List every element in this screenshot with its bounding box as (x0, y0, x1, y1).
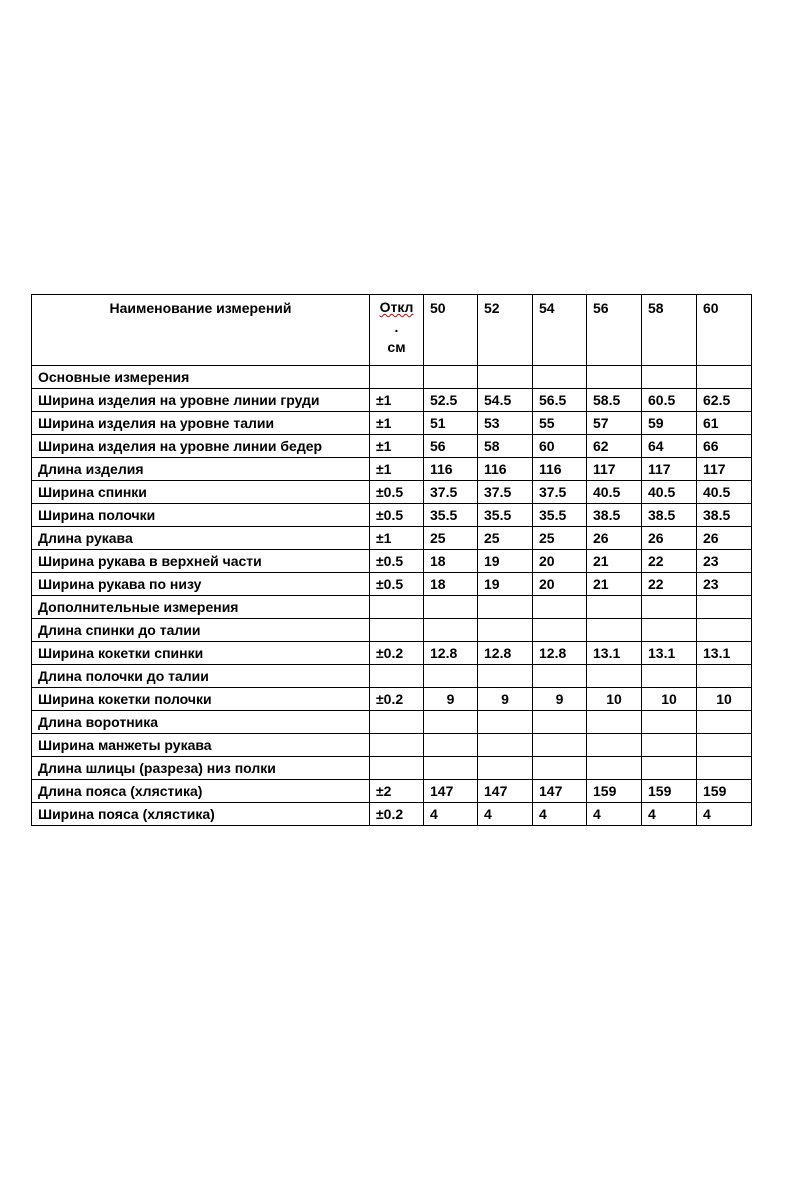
value-cell: 26 (642, 527, 697, 550)
measurement-name: Ширина кокетки спинки (32, 642, 370, 665)
value-cell: 117 (642, 458, 697, 481)
value-cell: 4 (478, 803, 533, 826)
header-size-58: 58 (642, 295, 697, 366)
measurement-name: Длина рукава (32, 527, 370, 550)
value-cell (533, 734, 587, 757)
table-row (32, 573, 752, 596)
value-cell: 37.5 (478, 481, 533, 504)
value-cell: 159 (697, 780, 752, 803)
value-cell: 4 (642, 803, 697, 826)
tolerance-cell (370, 734, 424, 757)
value-cell (533, 619, 587, 642)
table-row (32, 389, 752, 412)
value-cell: 26 (587, 527, 642, 550)
table-row (32, 803, 752, 826)
table-row (32, 435, 752, 458)
table-row (32, 734, 752, 757)
tolerance-cell: ±0.2 (370, 803, 424, 826)
tolerance-cell (370, 366, 424, 389)
value-cell: 26 (697, 527, 752, 550)
header-size-60: 60 (697, 295, 752, 366)
value-cell: 40.5 (587, 481, 642, 504)
value-cell: 60.5 (642, 389, 697, 412)
header-size-56: 56 (587, 295, 642, 366)
value-cell: 37.5 (424, 481, 478, 504)
value-cell (697, 366, 752, 389)
measurement-name: Длина воротника (32, 711, 370, 734)
header-size-52: 52 (478, 295, 533, 366)
value-cell (424, 596, 478, 619)
value-cell (697, 596, 752, 619)
measurement-name: Ширина рукава по низу (32, 573, 370, 596)
value-cell: 117 (697, 458, 752, 481)
value-cell: 159 (642, 780, 697, 803)
value-cell: 116 (424, 458, 478, 481)
value-cell: 38.5 (697, 504, 752, 527)
value-cell: 116 (533, 458, 587, 481)
value-cell: 147 (478, 780, 533, 803)
value-cell: 54.5 (478, 389, 533, 412)
value-cell: 10 (587, 688, 642, 711)
value-cell: 116 (478, 458, 533, 481)
value-cell (478, 366, 533, 389)
value-cell: 52.5 (424, 389, 478, 412)
value-cell: 22 (642, 550, 697, 573)
tolerance-cell: ±0.5 (370, 504, 424, 527)
value-cell: 21 (587, 573, 642, 596)
value-cell: 38.5 (587, 504, 642, 527)
tolerance-cell: ±2 (370, 780, 424, 803)
value-cell: 10 (642, 688, 697, 711)
value-cell (697, 757, 752, 780)
tolerance-cell: ±1 (370, 389, 424, 412)
value-cell (587, 734, 642, 757)
value-cell: 20 (533, 550, 587, 573)
value-cell: 51 (424, 412, 478, 435)
value-cell: 147 (424, 780, 478, 803)
value-cell: 21 (587, 550, 642, 573)
value-cell (642, 757, 697, 780)
value-cell (533, 596, 587, 619)
value-cell (587, 711, 642, 734)
table-row (32, 642, 752, 665)
value-cell: 55 (533, 412, 587, 435)
value-cell: 25 (478, 527, 533, 550)
table-row (32, 504, 752, 527)
value-cell (478, 734, 533, 757)
value-cell: 13.1 (697, 642, 752, 665)
table-row (32, 619, 752, 642)
value-cell: 18 (424, 573, 478, 596)
tolerance-cell (370, 665, 424, 688)
value-cell: 12.8 (533, 642, 587, 665)
value-cell: 66 (697, 435, 752, 458)
value-cell: 62 (587, 435, 642, 458)
header-tolerance-line-2: . (394, 319, 399, 335)
value-cell (424, 757, 478, 780)
value-cell: 22 (642, 573, 697, 596)
header-tolerance-line-3: см (387, 339, 406, 355)
header-row (32, 295, 752, 366)
value-cell (697, 734, 752, 757)
value-cell: 38.5 (642, 504, 697, 527)
section-row (32, 366, 752, 389)
value-cell: 4 (697, 803, 752, 826)
header-name: Наименование измерений (32, 295, 370, 366)
measurement-name: Ширина изделия на уровне линии груди (32, 389, 370, 412)
value-cell (478, 665, 533, 688)
value-cell (424, 619, 478, 642)
tolerance-cell (370, 596, 424, 619)
value-cell (642, 619, 697, 642)
value-cell (587, 366, 642, 389)
value-cell: 4 (533, 803, 587, 826)
value-cell: 40.5 (642, 481, 697, 504)
header-size-54: 54 (533, 295, 587, 366)
value-cell (533, 665, 587, 688)
value-cell: 10 (697, 688, 752, 711)
value-cell (478, 757, 533, 780)
tolerance-cell (370, 619, 424, 642)
value-cell: 23 (697, 573, 752, 596)
value-cell (533, 711, 587, 734)
table-row (32, 458, 752, 481)
value-cell (697, 711, 752, 734)
tolerance-cell: ±0.2 (370, 688, 424, 711)
tolerance-cell: ±0.2 (370, 642, 424, 665)
size-chart-table (31, 294, 752, 826)
table-row (32, 665, 752, 688)
value-cell: 62.5 (697, 389, 752, 412)
table-row (32, 688, 752, 711)
value-cell: 9 (478, 688, 533, 711)
tolerance-cell: ±1 (370, 412, 424, 435)
value-cell (478, 596, 533, 619)
measurement-name: Ширина кокетки полочки (32, 688, 370, 711)
table-row (32, 481, 752, 504)
value-cell: 58 (478, 435, 533, 458)
value-cell (424, 711, 478, 734)
value-cell (587, 619, 642, 642)
measurement-name: Ширина спинки (32, 481, 370, 504)
measurement-name: Длина спинки до талии (32, 619, 370, 642)
value-cell (642, 596, 697, 619)
value-cell: 53 (478, 412, 533, 435)
value-cell (424, 734, 478, 757)
header-size-50: 50 (424, 295, 478, 366)
tolerance-cell: ±0.5 (370, 481, 424, 504)
value-cell: 19 (478, 550, 533, 573)
value-cell: 9 (424, 688, 478, 711)
value-cell (697, 665, 752, 688)
value-cell (642, 711, 697, 734)
value-cell (587, 757, 642, 780)
section-row (32, 596, 752, 619)
measurement-name: Ширина изделия на уровне талии (32, 412, 370, 435)
value-cell: 56.5 (533, 389, 587, 412)
measurement-name: Ширина изделия на уровне линии бедер (32, 435, 370, 458)
measurement-name: Длина изделия (32, 458, 370, 481)
tolerance-cell: ±0.5 (370, 550, 424, 573)
value-cell: 13.1 (642, 642, 697, 665)
tolerance-cell (370, 757, 424, 780)
value-cell: 57 (587, 412, 642, 435)
tolerance-cell: ±1 (370, 435, 424, 458)
value-cell: 59 (642, 412, 697, 435)
measurement-name: Ширина пояса (хлястика) (32, 803, 370, 826)
value-cell (533, 757, 587, 780)
table-row (32, 527, 752, 550)
value-cell: 35.5 (478, 504, 533, 527)
value-cell: 35.5 (533, 504, 587, 527)
table-row (32, 780, 752, 803)
tolerance-cell: ±1 (370, 527, 424, 550)
measurement-name: Длина пояса (хлястика) (32, 780, 370, 803)
header-tolerance-line-1: Откл (379, 299, 414, 315)
value-cell: 40.5 (697, 481, 752, 504)
measurement-name: Дополнительные измерения (32, 596, 370, 619)
value-cell: 58.5 (587, 389, 642, 412)
value-cell: 37.5 (533, 481, 587, 504)
value-cell (478, 619, 533, 642)
value-cell: 35.5 (424, 504, 478, 527)
tolerance-cell (370, 711, 424, 734)
measurement-name: Ширина манжеты рукава (32, 734, 370, 757)
value-cell: 19 (478, 573, 533, 596)
value-cell (642, 734, 697, 757)
value-cell: 117 (587, 458, 642, 481)
value-cell (642, 665, 697, 688)
value-cell (424, 665, 478, 688)
table-row (32, 412, 752, 435)
value-cell: 18 (424, 550, 478, 573)
value-cell (478, 711, 533, 734)
table-row (32, 711, 752, 734)
value-cell: 61 (697, 412, 752, 435)
value-cell: 4 (424, 803, 478, 826)
value-cell: 60 (533, 435, 587, 458)
value-cell: 12.8 (478, 642, 533, 665)
value-cell: 56 (424, 435, 478, 458)
value-cell: 9 (533, 688, 587, 711)
value-cell (533, 366, 587, 389)
value-cell: 20 (533, 573, 587, 596)
value-cell: 12.8 (424, 642, 478, 665)
measurement-name: Основные измерения (32, 366, 370, 389)
measurement-name: Ширина рукава в верхней части (32, 550, 370, 573)
measurement-name: Длина шлицы (разреза) низ полки (32, 757, 370, 780)
value-cell (424, 366, 478, 389)
value-cell: 23 (697, 550, 752, 573)
table-row (32, 757, 752, 780)
measurement-name: Длина полочки до талии (32, 665, 370, 688)
value-cell (587, 596, 642, 619)
value-cell (642, 366, 697, 389)
value-cell: 147 (533, 780, 587, 803)
value-cell: 4 (587, 803, 642, 826)
value-cell: 64 (642, 435, 697, 458)
tolerance-cell: ±0.5 (370, 573, 424, 596)
value-cell: 25 (424, 527, 478, 550)
table-row (32, 550, 752, 573)
value-cell: 13.1 (587, 642, 642, 665)
value-cell: 159 (587, 780, 642, 803)
value-cell (697, 619, 752, 642)
table-body (32, 295, 752, 826)
measurement-name: Ширина полочки (32, 504, 370, 527)
value-cell: 25 (533, 527, 587, 550)
tolerance-cell: ±1 (370, 458, 424, 481)
header-tolerance (370, 295, 424, 366)
value-cell (587, 665, 642, 688)
